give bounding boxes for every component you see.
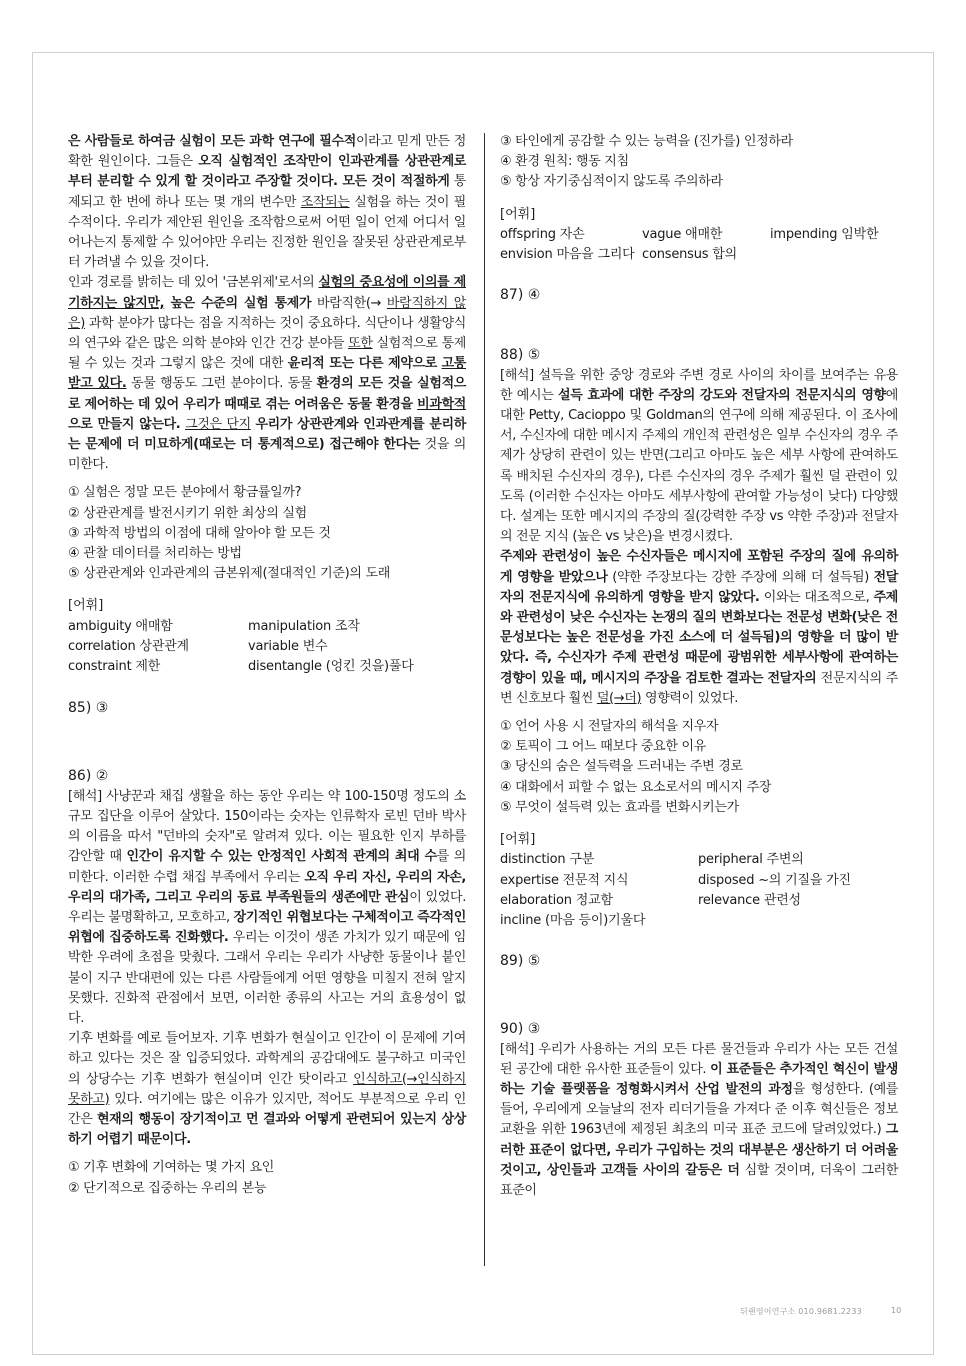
text-run: 이 표준들은 추가적인 혁신이 발생하는 기술 플랫폼을 정형화시켜서 산업 발전의 과정 xyxy=(500,1061,898,1097)
text-run: 이와는 대조적으로, xyxy=(759,589,874,605)
text-run: 또한 xyxy=(348,336,373,352)
text-run: 를 의미한다. 이러한 수렵 채집 부족에서 우리는 xyxy=(68,849,467,885)
option-item: ⑤ 상관관계와 인과관계의 금본위제(절대적인 기준)의 도래 xyxy=(68,566,390,582)
text-run: 바람직한(→ xyxy=(311,295,387,311)
text-run: 기후 변화를 예로 들어보자. 기후 변화가 현실이고 인간이 이 문제에 기여하고 있다는 것은 잘 입증되었다. 과학계의 공감대에도 불구하고 미국인의 상당수는 기후 변화가 현실이며 인간 탓이라고 xyxy=(68,1031,466,1087)
page-number: 10 xyxy=(891,1306,902,1315)
vocab-title: [어휘] xyxy=(500,832,536,848)
text-run: 과학 분야가 많다는 점을 지적하는 것이 중요하다. 식단이나 생활양식의 연구와 같은 많은 의학 분야와 인간 건강 분야들 xyxy=(68,315,466,352)
text-run: 동물 행동도 그런 분야이다. 동물 xyxy=(126,376,317,392)
vocab-item: vague 애매한 xyxy=(642,226,723,242)
vocab-item: consensus 합의 xyxy=(642,247,737,263)
text-run: 고통 받고 있다. xyxy=(68,356,466,392)
text-run: 은 사람들로 하여금 실험이 모든 과학 연구에 필수적 xyxy=(68,134,356,149)
vocab-item: correlation 상관관계 xyxy=(68,638,189,654)
text-run: 을 형성한다. (예를 들어, 우리에게 오늘날의 전자 리더기들을 가져다 준 이후 혁신들은 정보 교환을 위한 1963년에 제정된 최초의 미국 표준 코드에 달려있었다.) xyxy=(500,1081,898,1138)
paragraph xyxy=(68,132,466,273)
option-item: ① 실험은 정말 모든 분야에서 황금률일까? xyxy=(68,485,302,501)
text-run: 실험의 중요성에 이의를 제기하지는 않지만, xyxy=(68,275,466,311)
vocab-item xyxy=(698,911,898,931)
vocab-item: manipulation 조작 xyxy=(248,618,360,634)
vocab-item: envision 마음을 그리다 xyxy=(500,247,635,263)
text-run: 으로 만들지 않는다. xyxy=(68,416,181,432)
answer-87: 87) ④ xyxy=(500,287,541,304)
option-item: ④ 환경 원칙: 행동 지침 xyxy=(500,154,629,170)
text-run: 실험을 하는 것이 필수적이다. 우리가 제안된 원인을 조작함으로써 어떤 일이 언제 어디서 일어나는지 통제할 수 있어야만 우리는 진정한 원인을 잘못된 상관관계로부터 가려낼 수 있을 것이다. xyxy=(68,194,466,271)
vocab-title: [어휘] xyxy=(500,206,536,222)
option-item: ⑤ 무엇이 설득력 있는 효과를 변화시키는가 xyxy=(500,799,739,815)
vocab-item: distinction 구분 xyxy=(500,852,595,868)
option-item: ③ 타인에게 공감할 수 있는 능력을 (진가를) 인정하라 xyxy=(500,134,793,149)
text-run: 인간이 유지할 수 있는 안정적인 사회적 관계의 최대 수 xyxy=(126,849,437,865)
option-item: ① 언어 사용 시 전달자의 해석을 지우자 xyxy=(500,719,719,735)
vocab-list xyxy=(500,850,898,931)
text-run: [해석] 설득을 위한 중앙 경로와 주변 경로 사이의 차이를 보여주는 유용한 예시는 xyxy=(500,367,898,403)
text-run: 오직 우리 자신, 우리의 자손, 우리의 대가족, 그리고 우리의 동료 부족원들의 생존에만 관심 xyxy=(68,869,467,905)
vocab-item: relevance 관련성 xyxy=(698,892,801,908)
text-run: 영향력이 있었다. xyxy=(641,690,739,706)
vocab-item: expertise 전문적 지식 xyxy=(500,872,629,888)
option-item: ⑤ 항상 자기중심적이지 않도록 주의하라 xyxy=(500,174,723,190)
text-run: 전문지식의 주변 신호보다 훨씬 xyxy=(500,670,899,706)
answer-88: 88) ⑤ xyxy=(500,347,541,364)
answer-options xyxy=(68,1158,466,1198)
text-run: 우리는 이것이 생존 가치가 있기 때문에 임박한 우려에 초점을 맞췄다. 그래서 우리는 우리가 사냥한 동물이나 붙인 불이 지구 반대편에 있는 다른 사람들에게 어떤 영향을 미칠지 전혀 알지 못했다. 진화적 관점에서 보면, 이러한 종류의 사고는 거의 효용성이 없다. xyxy=(68,930,467,1026)
vocab-item: disposed ~의 기질을 가진 xyxy=(698,872,851,888)
text-run: [해석] 우리가 사용하는 거의 모든 다른 물건들과 우리가 사는 모든 건설된 공간에 대한 유사한 표준들이 있다. xyxy=(500,1041,898,1077)
option-item: ④ 대화에서 피할 수 없는 요소로서의 메시지 주장 xyxy=(500,779,772,795)
paragraph xyxy=(500,366,898,548)
vocab-item: impending 임박한 xyxy=(770,226,879,242)
text-run: 오직 실험적인 조작만이 인과관계를 상관관계로부터 분리할 수 있게 할 것이라고 주장할 것이다. 모든 것이 적절하게 xyxy=(68,154,466,190)
answer-options xyxy=(500,717,898,818)
text-run: 비과학적 xyxy=(417,396,466,412)
text-run: 것을 의미한다. xyxy=(68,437,466,473)
text-run: 바람직하지 않은) xyxy=(68,295,466,331)
answer-options xyxy=(68,483,466,584)
text-run: 통제되고 한 번에 하나 또는 몇 개의 변수만 xyxy=(68,174,466,210)
option-item: ② 상관관계를 발전시키기 위한 최상의 실험 xyxy=(68,505,307,521)
option-item: ② 단기적으로 집중하는 우리의 본능 xyxy=(68,1180,267,1196)
vocab-item: peripheral 주변의 xyxy=(698,852,804,868)
vocab-item: ambiguity 애매함 xyxy=(68,618,173,634)
vocab-item: offspring 자손 xyxy=(500,226,585,242)
text-run: 이 있었다. 우리는 불명확하고, 모호하고, xyxy=(68,889,466,925)
answer-86: 86) ② xyxy=(68,768,109,785)
text-run: 조작되는 xyxy=(300,194,350,210)
paragraph xyxy=(500,547,898,709)
text-run: 그러한 표준이 없다면, 우리가 구입하는 것의 대부분은 생산하기 더 어려울 것이고, 상인들과 고객들 사이의 갈등은 더 xyxy=(500,1122,898,1178)
text-run: 윤리적 또는 다른 제약으로 xyxy=(287,356,437,372)
paragraph xyxy=(68,1029,466,1150)
text-run: 주제와 관련성이 높은 수신자들은 메시지에 포함된 주장의 질에 유의하게 영향을 받았으나 xyxy=(500,549,898,585)
text-run: 주제와 관련성이 낮은 수신자는 논쟁의 질의 변화보다는 전문성 변화(낮은 전문성보다는 높은 전문성을 가진 소스에 더 설득됨)의 영향을 더 많이 받았다. 즉, 수신자가 주제 관련성 때문에 광범위한 세부사항에 관여하는 경향이 있을 때, 메시지의 주장을 검토한 결과는 전달자의 xyxy=(500,589,899,686)
option-item: ③ 과학적 방법의 이점에 대해 알아야 할 모든 것 xyxy=(68,525,331,541)
text-run: 현재의 행동이 장기적이고 먼 결과와 어떻게 관련되어 있는지 상상하기 어렵기 때문이다. xyxy=(68,1111,466,1148)
vocab-title: [어휘] xyxy=(68,598,104,614)
vocab-list xyxy=(68,617,466,678)
text-run: 설득 효과에 대한 주장의 강도와 전달자의 전문지식의 영향 xyxy=(557,387,886,403)
vocab-item xyxy=(770,245,898,265)
answer-90: 90) ③ xyxy=(500,1021,541,1038)
option-item: ④ 관찰 데이터를 처리하는 방법 xyxy=(68,546,242,562)
option-item: ② 토픽이 그 어느 때보다 중요한 이유 xyxy=(500,739,706,755)
vocab-item: incline (마음 등이)기울다 xyxy=(500,912,646,928)
text-run: 에 대한 Petty, Cacioppo 및 Goldman의 연구에 의해 제공된다. 이 조사에서, 수신자에 대한 메시지 주제의 개인적 관련성은 일부 수신자의 경우 주제가 상당히 관련이 있는 반면(그리고 아마도 높은 세부 사항에 관여하도록 배치된 수신자의 경우), 다른 수신자의 경우 주제가 훨씬 덜 관련이 있도록 (이러한 수신자는 아마도 세부사항에 관여할 가능성이 낮다) 다양했다. 설계는 또한 메시지의 주장의 질(강력한 주장 vs 약한 주장)과 전달자의 전문 지식 (높은 vs 낮은)을 변경시켰다. xyxy=(500,387,898,545)
footer-publisher: 뒤랜영어연구소 010.9681.2233 xyxy=(740,1307,862,1316)
text-run: (약한 주장보다는 강한 주장에 의해 더 설득됨) xyxy=(607,569,874,585)
text-run: 전달자의 전문지식에 유의하게 영향을 받지 않았다. xyxy=(500,569,898,605)
paragraph xyxy=(68,787,466,1029)
left-column xyxy=(68,132,466,1199)
text-run: 우리가 상관관계와 인과관계를 분리하는 문제에 더 미묘하게(때로는 더 통계적으로) 접근해야 한다는 xyxy=(68,416,466,453)
column-divider xyxy=(484,133,485,1266)
text-run: 장기적인 위협보다는 구체적이고 즉각적인 위협에 집중하도록 진화했다. xyxy=(68,909,466,946)
text-run: 높은 수준의 실험 통제가 xyxy=(164,295,312,311)
vocab-list xyxy=(500,225,898,265)
text-run: 인과 경로를 밝히는 데 있어 '금본위제'로서의 xyxy=(68,275,319,291)
vocab-item: disentangle (엉킨 것을)풀다 xyxy=(248,659,414,675)
option-item: ① 기후 변화에 기여하는 몇 가지 요인 xyxy=(68,1160,274,1176)
answer-options xyxy=(500,132,898,193)
right-column xyxy=(500,132,898,1201)
text-run: 그것은 단지 xyxy=(185,416,251,432)
vocab-item: constraint 제한 xyxy=(68,659,161,675)
text-run: 이라고 믿게 만든 정확한 원인이다. 그들은 xyxy=(68,134,466,170)
answer-85: 85) ③ xyxy=(68,700,109,717)
paragraph xyxy=(500,1040,898,1202)
vocab-item: variable 변수 xyxy=(248,638,328,654)
text-run: 심할 것이며, 더욱이 그러한 표준이 xyxy=(500,1162,898,1198)
text-run: 환경의 모든 것을 실험적으로 제어하는 데 있어 우리가 때때로 겪는 어려움은 동물 환경을 xyxy=(68,376,466,412)
paragraph xyxy=(68,273,466,475)
text-run: 인식하고(→인식하지 못하고) xyxy=(68,1071,466,1107)
answer-89: 89) ⑤ xyxy=(500,953,541,970)
option-item: ③ 당신의 숨은 설득력을 드러내는 주변 경로 xyxy=(500,759,743,775)
vocab-item: elaboration 정교함 xyxy=(500,892,613,908)
text-run: [해석] 사냥꾼과 채집 생활을 하는 동안 우리는 약 100-150명 정도의 소규모 집단을 이루어 살았다. 150이라는 숫자는 인류학자 로빈 던바 박사의 이름을 따서 "던바의 숫자"로 알려져 있다. 이는 필요한 인지 부하를 감안할 때 xyxy=(68,788,466,865)
text-run: 있다. 여기에는 많은 이유가 있지만, 적어도 부분적으로 우리 인간은 xyxy=(68,1091,466,1127)
text-run: 실험적으로 통제될 수 있는 것과 그렇지 않은 것에 대한 xyxy=(68,336,466,372)
text-run: 덜(→더) xyxy=(596,690,642,706)
